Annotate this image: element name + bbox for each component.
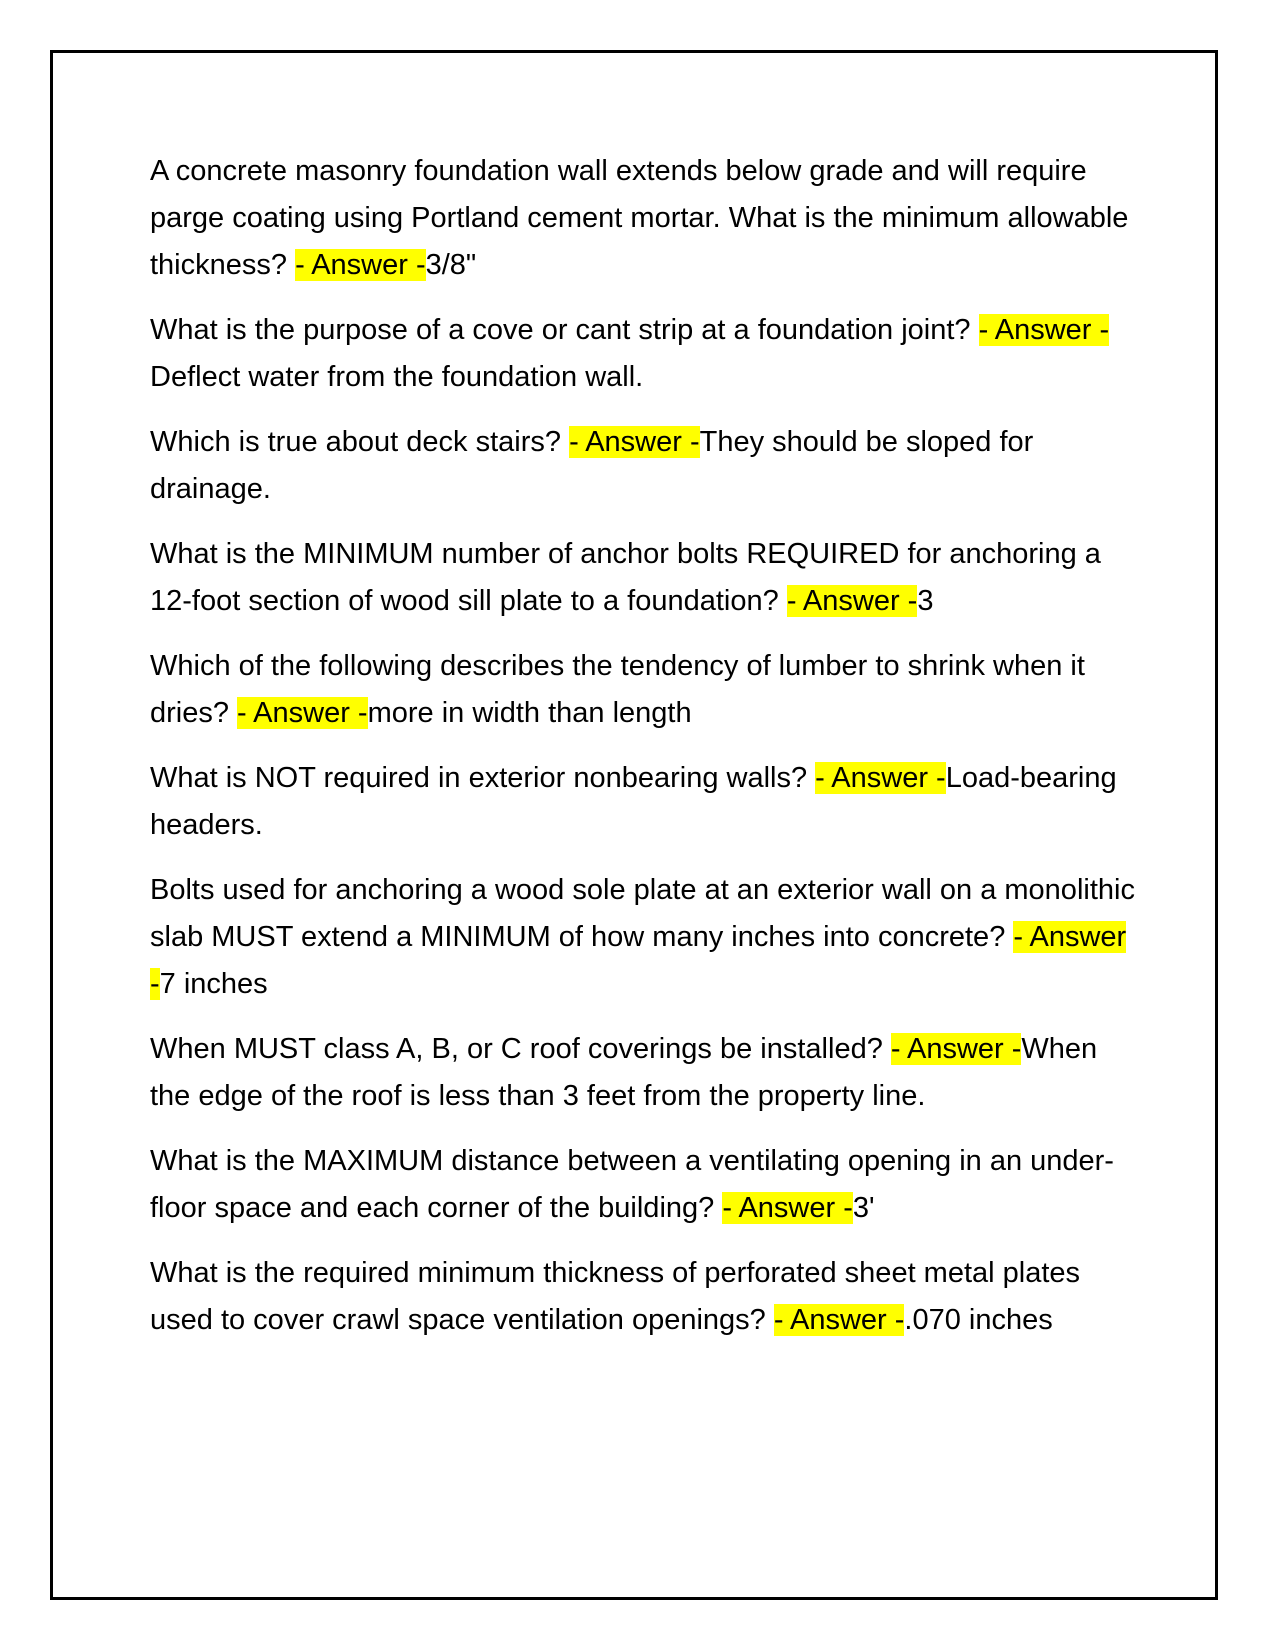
qa-item: [150, 867, 1140, 1008]
answer-text: They should be sloped for drainage.: [150, 426, 1034, 505]
answer-marker: - Answer -: [890, 1033, 1022, 1065]
answer-marker: - Answer -: [722, 1192, 853, 1224]
question-text: Which of the following describes the tendency of lumber to shrink when it dries?: [150, 650, 1085, 729]
answer-marker: - Answer -: [786, 585, 918, 617]
question-text: Bolts used for anchoring a wood sole plate at an exterior wall on a monolithic slab MUST extend a MINIMUM of how many inches into concrete?: [150, 874, 1135, 953]
answer-text: Deflect water from the foundation wall.: [150, 361, 644, 393]
question-text: When MUST class A, B, or C roof coverings be installed?: [150, 1033, 891, 1065]
answer-text: .070 inches: [904, 1304, 1053, 1336]
answer-marker: - Answer -: [150, 921, 1127, 1000]
answer-text: 7 inches: [159, 968, 268, 1000]
answer-marker: - Answer -: [237, 697, 368, 729]
qa-item: [150, 531, 1140, 625]
qa-item: [150, 419, 1140, 513]
qa-item: [150, 755, 1140, 849]
answer-marker: - Answer -: [295, 249, 426, 281]
answer-text: 3': [852, 1192, 875, 1224]
qa-item: [150, 307, 1140, 401]
answer-marker: - Answer -: [773, 1304, 905, 1336]
qa-list: [150, 148, 1140, 1362]
question-text: What is NOT required in exterior nonbearing walls?: [150, 762, 816, 794]
qa-item: [150, 643, 1140, 737]
question-text: What is the MAXIMUM distance between a ventilating opening in an under-floor space and each corner of the building?: [150, 1145, 1114, 1224]
question-text: Which is true about deck stairs?: [150, 426, 570, 458]
question-text: What is the MINIMUM number of anchor bolts REQUIRED for anchoring a 12-foot section of wood sill plate to a foundation?: [150, 538, 1101, 617]
qa-item: [150, 1250, 1140, 1344]
answer-marker: - Answer -: [978, 314, 1110, 346]
answer-text: 3/8": [425, 249, 477, 281]
answer-marker: - Answer -: [815, 762, 946, 794]
qa-item: [150, 1026, 1140, 1120]
answer-marker: - Answer -: [569, 426, 700, 458]
question-text: What is the purpose of a cove or cant strip at a foundation joint?: [150, 314, 979, 346]
answer-text: more in width than length: [367, 697, 692, 729]
qa-item: [150, 148, 1140, 289]
qa-item: [150, 1138, 1140, 1232]
answer-text: When the edge of the roof is less than 3 feet from the property line.: [150, 1033, 1098, 1112]
answer-text: Load-bearing headers.: [150, 762, 1117, 841]
question-text: What is the required minimum thickness of perforated sheet metal plates used to cover crawl space ventilation openings?: [150, 1257, 1081, 1336]
question-text: A concrete masonry foundation wall extends below grade and will require parge coating using Portland cement mortar. What is the minimum allowable thickness?: [150, 155, 1129, 281]
answer-text: 3: [917, 585, 934, 617]
